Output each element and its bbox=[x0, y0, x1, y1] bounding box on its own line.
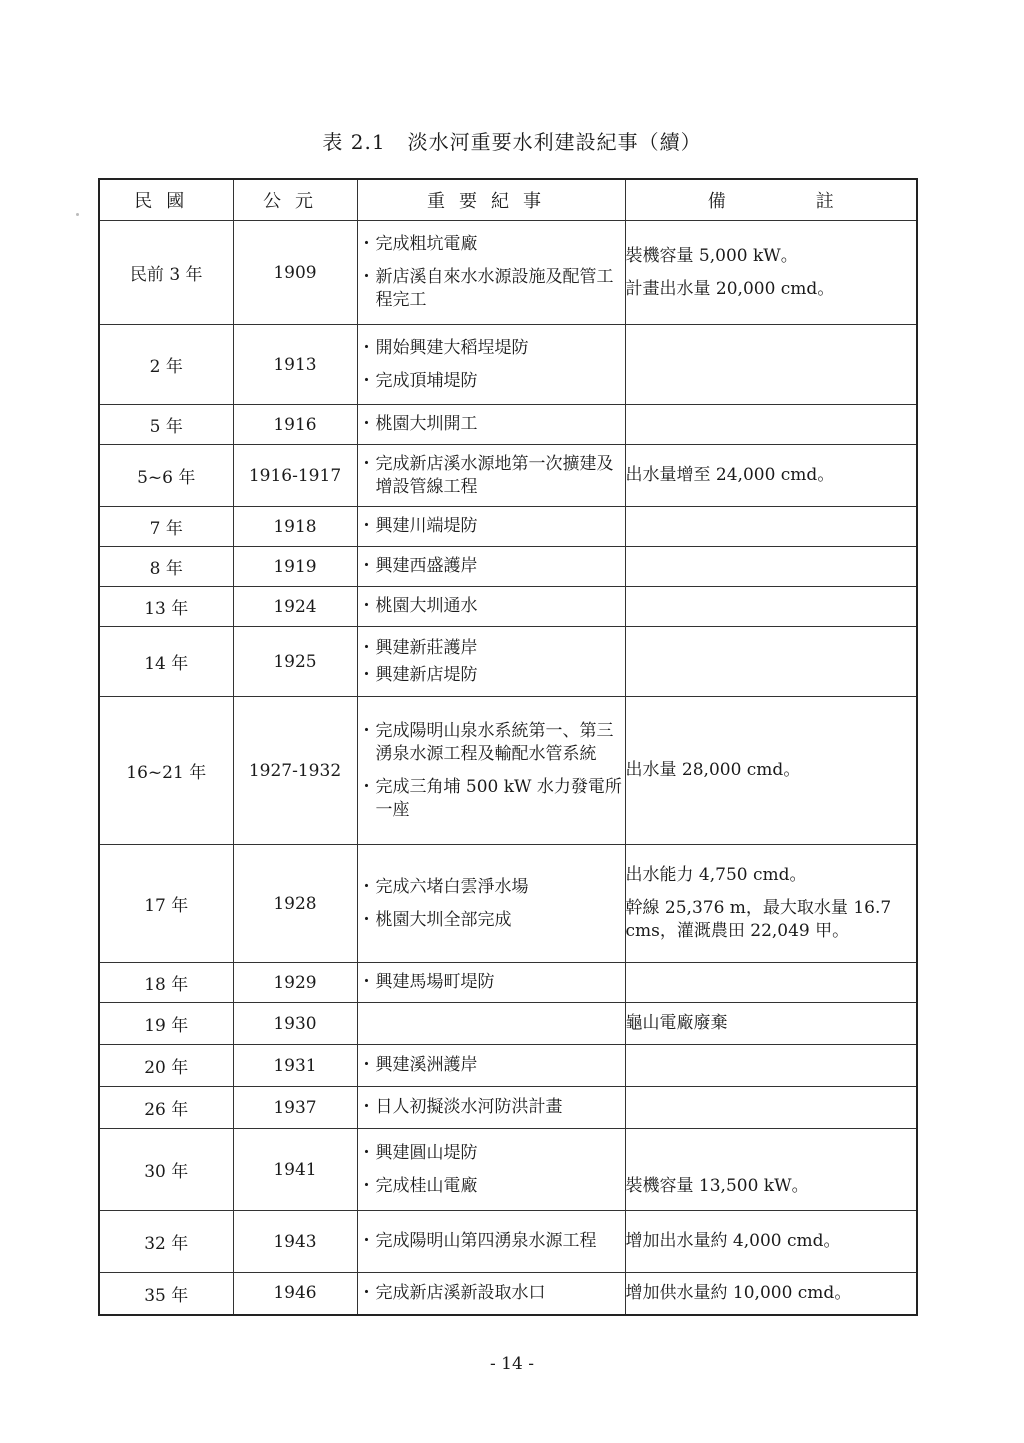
event-text: 桃園大圳開工 bbox=[375, 414, 478, 434]
event-text: 興建新店堤防 bbox=[375, 664, 478, 685]
bullet-icon: ・ bbox=[358, 972, 375, 992]
event-text: 新店溪自來水水源設施及配管工程完工 bbox=[375, 267, 614, 310]
cell-minguo: 8 年 bbox=[99, 547, 233, 587]
event-text: 桃園大圳全部完成 bbox=[375, 909, 512, 930]
event-item bbox=[358, 909, 625, 932]
cell-minguo: 5~6 年 bbox=[99, 445, 233, 507]
cell-note bbox=[625, 1129, 917, 1211]
cell-note bbox=[625, 445, 917, 507]
cell-events bbox=[357, 445, 625, 507]
bullet-icon: ・ bbox=[358, 876, 375, 897]
cell-events bbox=[357, 221, 625, 325]
event-text: 興建圓山堤防 bbox=[375, 1142, 478, 1163]
event-item bbox=[358, 971, 625, 994]
event-item bbox=[358, 1230, 625, 1253]
header-row bbox=[99, 179, 917, 221]
cell-note bbox=[625, 405, 917, 445]
header-event: 重要紀事 bbox=[357, 179, 625, 221]
event-text: 完成新店溪新設取水口 bbox=[375, 1282, 546, 1303]
cell-year: 1930 bbox=[233, 1003, 357, 1045]
cell-minguo: 20 年 bbox=[99, 1045, 233, 1087]
bullet-icon: ・ bbox=[358, 267, 375, 287]
event-item bbox=[358, 1142, 625, 1165]
cell-events bbox=[357, 845, 625, 963]
table-row bbox=[99, 697, 917, 845]
table-title: 淡水河重要水利建設紀事（續） bbox=[407, 130, 702, 154]
cell-minguo: 5 年 bbox=[99, 405, 233, 445]
event-text: 完成粗坑電廠 bbox=[375, 234, 478, 254]
cell-events bbox=[357, 405, 625, 445]
event-item bbox=[358, 776, 625, 822]
cell-note bbox=[625, 587, 917, 627]
event-text: 興建馬場町堤防 bbox=[375, 972, 495, 992]
bullet-icon: ・ bbox=[358, 453, 375, 474]
note-text: 增加供水量約 10,000 cmd。 bbox=[625, 1282, 852, 1303]
event-item bbox=[358, 1175, 625, 1198]
bullet-icon: ・ bbox=[358, 909, 375, 930]
table-number: 表 2.1 bbox=[322, 130, 386, 154]
cell-note bbox=[625, 697, 917, 845]
cell-events bbox=[357, 1003, 625, 1045]
cell-year: 1916 bbox=[233, 405, 357, 445]
cell-minguo: 2 年 bbox=[99, 325, 233, 405]
event-item bbox=[358, 876, 625, 899]
cell-minguo: 30 年 bbox=[99, 1129, 233, 1211]
table-row bbox=[99, 1211, 917, 1273]
cell-minguo: 13 年 bbox=[99, 587, 233, 627]
event-item bbox=[358, 515, 625, 538]
event-text: 完成桂山電廠 bbox=[375, 1175, 478, 1196]
cell-events bbox=[357, 697, 625, 845]
event-text: 興建溪洲護岸 bbox=[375, 1055, 478, 1075]
cell-year: 1909 bbox=[233, 221, 357, 325]
cell-year: 1929 bbox=[233, 963, 357, 1003]
table-row bbox=[99, 325, 917, 405]
event-text: 完成六堵白雲淨水場 bbox=[375, 876, 529, 897]
cell-note bbox=[625, 963, 917, 1003]
event-text: 完成陽明山泉水系統第一、第三湧泉水源工程及輸配水管系統 bbox=[375, 720, 614, 764]
event-text: 日人初擬淡水河防洪計畫 bbox=[375, 1097, 563, 1117]
table-caption bbox=[0, 126, 1024, 155]
cell-year: 1931 bbox=[233, 1045, 357, 1087]
bullet-icon: ・ bbox=[358, 337, 375, 358]
event-item bbox=[358, 595, 625, 618]
table-row bbox=[99, 547, 917, 587]
cell-events bbox=[357, 1129, 625, 1211]
cell-note bbox=[625, 325, 917, 405]
cell-note bbox=[625, 1273, 917, 1315]
chronicle-table bbox=[98, 178, 918, 1316]
event-item bbox=[358, 664, 625, 687]
table-row bbox=[99, 445, 917, 507]
bullet-icon: ・ bbox=[358, 776, 375, 797]
cell-note bbox=[625, 845, 917, 963]
event-item bbox=[358, 233, 625, 256]
page-number: - 14 - bbox=[490, 1354, 534, 1374]
cell-note bbox=[625, 221, 917, 325]
bullet-icon: ・ bbox=[358, 637, 375, 658]
cell-year: 1937 bbox=[233, 1087, 357, 1129]
event-item bbox=[358, 453, 625, 499]
bullet-icon: ・ bbox=[358, 516, 375, 536]
cell-events bbox=[357, 325, 625, 405]
cell-year: 1925 bbox=[233, 627, 357, 697]
event-text: 完成三角埔 500 kW 水力發電所一座 bbox=[375, 776, 622, 820]
cell-minguo: 18 年 bbox=[99, 963, 233, 1003]
cell-events bbox=[357, 963, 625, 1003]
header-note-a: 備 bbox=[707, 191, 726, 212]
cell-events bbox=[357, 547, 625, 587]
cell-events bbox=[357, 1087, 625, 1129]
bullet-icon: ・ bbox=[358, 414, 375, 434]
cell-events bbox=[357, 1045, 625, 1087]
table-row bbox=[99, 507, 917, 547]
event-text: 興建新莊護岸 bbox=[375, 637, 478, 658]
table-row bbox=[99, 1273, 917, 1315]
cell-note bbox=[625, 507, 917, 547]
bullet-icon: ・ bbox=[358, 596, 375, 616]
cell-year: 1913 bbox=[233, 325, 357, 405]
bullet-icon: ・ bbox=[358, 234, 375, 254]
cell-note bbox=[625, 627, 917, 697]
table-row bbox=[99, 627, 917, 697]
table-row bbox=[99, 587, 917, 627]
table-row bbox=[99, 405, 917, 445]
bullet-icon: ・ bbox=[358, 664, 375, 685]
bullet-icon: ・ bbox=[358, 370, 375, 391]
event-item bbox=[358, 337, 625, 360]
event-item bbox=[358, 1054, 625, 1077]
event-item bbox=[358, 1096, 625, 1119]
event-item bbox=[358, 1282, 625, 1305]
bullet-icon: ・ bbox=[358, 556, 375, 576]
cell-minguo: 17 年 bbox=[99, 845, 233, 963]
bullet-icon: ・ bbox=[358, 1231, 375, 1251]
event-text: 開始興建大稻埕堤防 bbox=[375, 337, 529, 358]
note-text: 計畫出水量 20,000 cmd。 bbox=[625, 278, 835, 299]
note-text: 裝機容量 13,500 kW。 bbox=[625, 1175, 809, 1196]
event-item bbox=[358, 555, 625, 578]
cell-minguo: 32 年 bbox=[99, 1211, 233, 1273]
cell-year: 1924 bbox=[233, 587, 357, 627]
header-note bbox=[625, 179, 917, 221]
cell-minguo: 16~21 年 bbox=[99, 697, 233, 845]
header-year: 公元 bbox=[233, 179, 357, 221]
event-text: 完成新店溪水源地第一次擴建及增設管線工程 bbox=[375, 453, 614, 497]
cell-minguo: 26 年 bbox=[99, 1087, 233, 1129]
cell-year: 1919 bbox=[233, 547, 357, 587]
note-text: 出水量增至 24,000 cmd。 bbox=[625, 465, 835, 485]
table-row bbox=[99, 963, 917, 1003]
note-text: 出水量 28,000 cmd。 bbox=[625, 760, 801, 780]
cell-year: 1927-1932 bbox=[233, 697, 357, 845]
cell-year: 1916-1917 bbox=[233, 445, 357, 507]
cell-note bbox=[625, 1087, 917, 1129]
scan-speck bbox=[76, 213, 79, 216]
cell-year: 1928 bbox=[233, 845, 357, 963]
cell-note bbox=[625, 1045, 917, 1087]
cell-year: 1918 bbox=[233, 507, 357, 547]
note-text: 幹線 25,376 m，最大取水量 16.7 cms，灌溉農田 22,049 甲。 bbox=[625, 898, 892, 941]
table-row bbox=[99, 1045, 917, 1087]
cell-note bbox=[625, 1211, 917, 1273]
table-row bbox=[99, 1087, 917, 1129]
bullet-icon: ・ bbox=[358, 1175, 375, 1196]
note-text: 龜山電廠廢棄 bbox=[625, 1013, 728, 1033]
cell-minguo: 民前 3 年 bbox=[99, 221, 233, 325]
cell-note bbox=[625, 547, 917, 587]
cell-events bbox=[357, 1211, 625, 1273]
event-item bbox=[358, 637, 625, 660]
table-row bbox=[99, 1003, 917, 1045]
cell-year: 1943 bbox=[233, 1211, 357, 1273]
table-row bbox=[99, 845, 917, 963]
header-note-b: 註 bbox=[815, 191, 834, 212]
event-item bbox=[358, 720, 625, 766]
cell-minguo: 19 年 bbox=[99, 1003, 233, 1045]
note-text: 裝機容量 5,000 kW。 bbox=[625, 245, 798, 266]
table-row bbox=[99, 221, 917, 325]
event-text: 完成陽明山第四湧泉水源工程 bbox=[375, 1231, 597, 1251]
cell-year: 1946 bbox=[233, 1273, 357, 1315]
bullet-icon: ・ bbox=[358, 720, 375, 741]
event-text: 桃園大圳通水 bbox=[375, 596, 478, 616]
cell-events bbox=[357, 627, 625, 697]
note-text: 增加出水量約 4,000 cmd。 bbox=[625, 1231, 841, 1251]
event-text: 興建川端堤防 bbox=[375, 516, 478, 536]
event-item bbox=[358, 413, 625, 436]
event-text: 完成頂埔堤防 bbox=[375, 370, 478, 391]
event-item bbox=[358, 266, 625, 312]
cell-minguo: 7 年 bbox=[99, 507, 233, 547]
table-row bbox=[99, 1129, 917, 1211]
header-minguo: 民國 bbox=[99, 179, 233, 221]
event-item bbox=[358, 370, 625, 393]
cell-minguo: 14 年 bbox=[99, 627, 233, 697]
event-text: 興建西盛護岸 bbox=[375, 556, 478, 576]
cell-minguo: 35 年 bbox=[99, 1273, 233, 1315]
bullet-icon: ・ bbox=[358, 1282, 375, 1303]
bullet-icon: ・ bbox=[358, 1097, 375, 1117]
cell-events bbox=[357, 1273, 625, 1315]
note-text: 出水能力 4,750 cmd。 bbox=[625, 865, 807, 885]
cell-events bbox=[357, 587, 625, 627]
bullet-icon: ・ bbox=[358, 1055, 375, 1075]
bullet-icon: ・ bbox=[358, 1142, 375, 1163]
note-text bbox=[626, 1142, 917, 1165]
cell-note bbox=[625, 1003, 917, 1045]
cell-year: 1941 bbox=[233, 1129, 357, 1211]
cell-events bbox=[357, 507, 625, 547]
